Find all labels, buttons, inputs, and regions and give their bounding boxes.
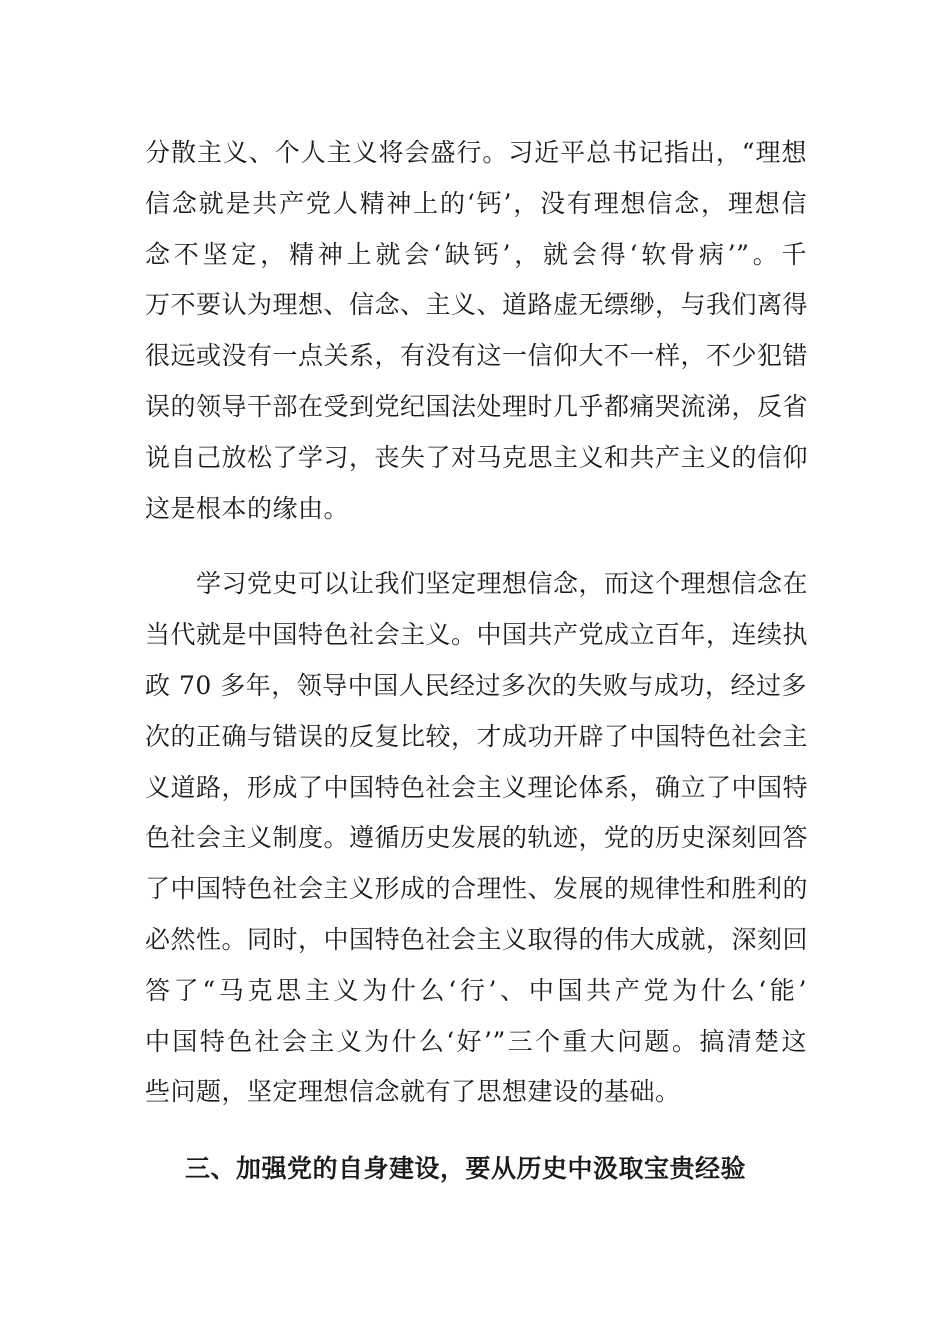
text-line: 当代就是中国特色社会主义。中国共产党成立百年，连续执 — [145, 620, 809, 650]
paragraph-spacer — [145, 1118, 807, 1144]
text-line: 误的领导干部在受到党纪国法处理时几乎都痛哭流涕，反省 — [145, 391, 809, 421]
text-line: 中国特色社会主义为什么‘好’”三个重大问题。搞清楚这 — [145, 1026, 807, 1056]
section-heading: 三、加强党的自身建设，要从历史中汲取宝贵经验 — [185, 1154, 747, 1184]
paragraph-spacer — [145, 534, 807, 559]
text-line: 次的正确与错误的反复比较，才成功开辟了中国特色社会主 — [145, 721, 809, 751]
text-line: 政 70 多年，领导中国人民经过多次的失败与成功，经过多 — [145, 670, 807, 700]
text-line: 这是根本的缘由。 — [145, 493, 350, 523]
text-line: 学习党史可以让我们坚定理想信念，而这个理想信念在 — [145, 569, 809, 599]
paragraph-1 — [145, 128, 807, 534]
text-line: 义道路，形成了中国特色社会主义理论体系，确立了中国特 — [145, 772, 809, 802]
text-line: 万不要认为理想、信念、主义、道路虚无缥缈，与我们离得 — [145, 290, 809, 320]
paragraph-2 — [145, 559, 807, 1118]
text-line: 必然性。同时，中国特色社会主义取得的伟大成就，深刻回 — [145, 924, 809, 954]
text-line: 答了“马克思主义为什么‘行’、中国共产党为什么‘能’ — [145, 975, 807, 1005]
text-line: 说自己放松了学习，丧失了对马克思主义和共产主义的信仰 — [145, 442, 809, 472]
text-line: 了中国特色社会主义形成的合理性、发展的规律性和胜利的 — [145, 874, 809, 904]
document-body — [145, 128, 807, 1195]
text-line: 念不坚定，精神上就会‘缺钙’，就会得‘软骨病’”。千 — [145, 239, 807, 269]
text-line: 信念就是共产党人精神上的‘钙’，没有理想信念，理想信 — [145, 188, 807, 218]
text-line: 分散主义、个人主义将会盛行。习近平总书记指出，“理想 — [145, 138, 807, 167]
text-line: 些问题，坚定理想信念就有了思想建设的基础。 — [145, 1077, 681, 1107]
text-line: 很远或没有一点关系，有没有这一信仰大不一样，不少犯错 — [145, 341, 809, 371]
text-line: 色社会主义制度。遵循历史发展的轨迹，党的历史深刻回答 — [145, 823, 809, 853]
